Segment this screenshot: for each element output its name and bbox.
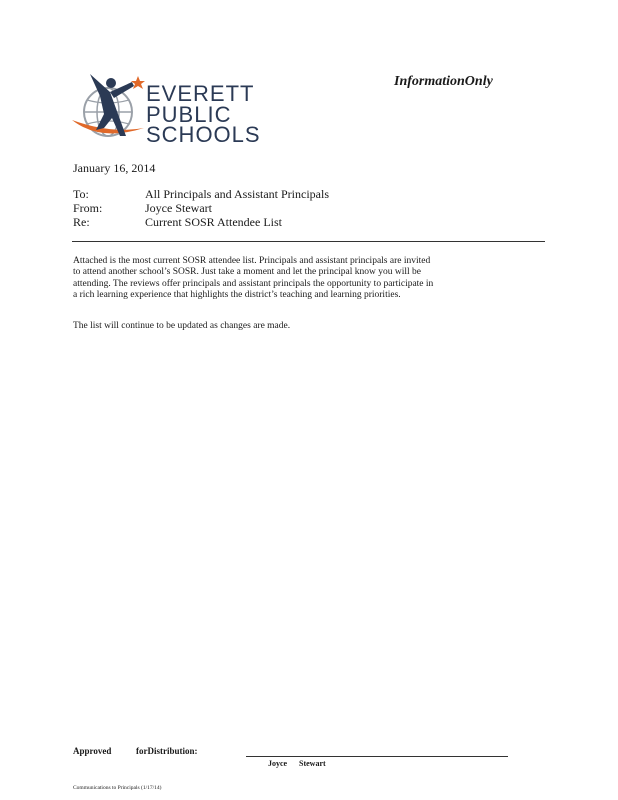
from-value: Joyce Stewart bbox=[145, 201, 212, 215]
logo-wordmark bbox=[146, 81, 261, 147]
to-value: All Principals and Assistant Principals bbox=[145, 187, 329, 201]
document-code: Communications to Principals (1/17/14) bbox=[73, 785, 162, 791]
signer-last-name: Stewart bbox=[299, 759, 326, 768]
for-distribution-label: forDistribution: bbox=[136, 746, 198, 756]
body-paragraph-1 bbox=[73, 256, 453, 302]
star-icon bbox=[131, 76, 145, 89]
logo-line-public: PUBLIC bbox=[146, 101, 232, 127]
to-label: To: bbox=[73, 187, 89, 201]
body-line: Attached is the most current SOSR attendee list. Principals and assistant principals are invited bbox=[73, 256, 431, 266]
logo-line-everett: EVERETT bbox=[146, 81, 255, 106]
memo-date: January 16, 2014 bbox=[73, 161, 156, 175]
body-line: attending. The reviews offer principals and assistant principals the opportunity to participate in bbox=[73, 278, 434, 289]
re-value: Current SOSR Attendee List bbox=[145, 215, 282, 229]
signer-first-name: Joyce bbox=[268, 759, 288, 768]
header-divider bbox=[72, 241, 545, 242]
from-label: From: bbox=[73, 201, 103, 215]
body-paragraph-2 bbox=[73, 321, 453, 332]
signature-line bbox=[246, 756, 508, 757]
body-line: The list will continue to be updated as changes are made. bbox=[73, 321, 291, 331]
information-only-stamp: InformationOnly bbox=[394, 74, 493, 89]
re-label: Re: bbox=[73, 215, 90, 229]
approved-label: Approved bbox=[73, 746, 112, 756]
logo-line-schools: SCHOOLS bbox=[146, 122, 261, 147]
body-line: to attend another school’s SOSR. Just take a moment and let the principal know you will be bbox=[73, 267, 422, 278]
body-line: a rich learning experience that highlights the district’s teaching and learning priorities. bbox=[73, 290, 401, 301]
